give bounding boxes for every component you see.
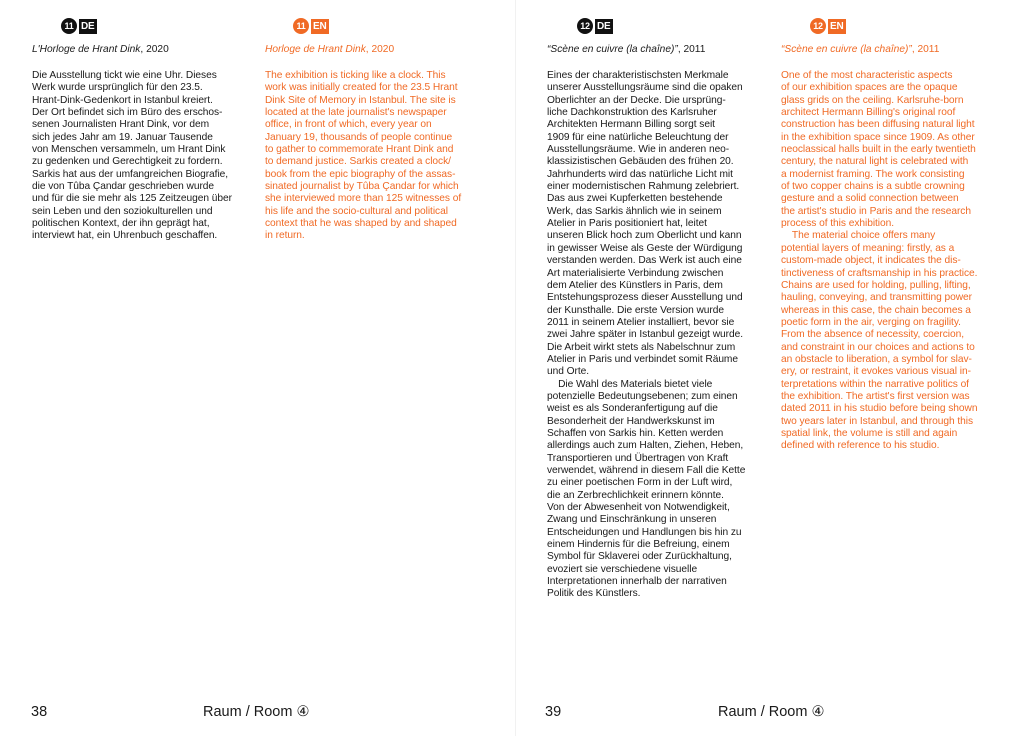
page-number: 39 (545, 704, 562, 720)
work-title (265, 44, 394, 55)
german-body-text: Eines der charakteristischsten Merkmale unserer Ausstellungsräume sind die opaken Oberlichter an der Decke. Die ursprüng- liche Dachkonstruktion des Karlsruher Architekten Hermann Billing sorgt seit 1909 für eine natürliche Beleuchtung der Ausstellungsräume. Wie in anderen neo- klassizistischen Gebäuden des frühen 20. Jahrhunderts wird das natürliche Licht mit einer modernistischen Rahmung zelebriert. Das aus zwei Kupferketten bestehende Werk, das Sarkis ähnlich wie in seinem Atelier in Paris positioniert hat, leitet unseren Blick hoch zum Oberlicht und kann in gewisser Weise als Geste der Würdigung verstanden werden. Das Werk ist auch eine Art materialisierte Verbindung zwischen dem Atelier des Künstlers in Paris, dem Entstehungsprozess dieser Ausstellung und der Kunsthalle. Die erste Version wurde 2011 in seinem Atelier installiert, bevor sie zwei Jahre später in Istanbul gezeigt wurde. Die Arbeit wirkt stets als Nabelschnur zum Atelier in Paris und verbindet somit Räume und Orte. Die Wahl des Materials bietet viele potenzielle Bedeutungsebenen; zum einen weist es als Sonderanfertigung auf die Besonderheit der Handwerkskunst im Schaffen von Sarkis hin. Ketten werden allerdings auch zum Halten, Ziehen, Heben, Transportieren und Übertragen von Kraft verwendet, während in diesem Fall die Kette zu einer poetischen Form in der Luft wird, die an Zerbrechlichkeit erinnern könnte. Von der Abwesenheit von Notwendigkeit, Zwang und Einschränkung in unseren Entscheidungen und Handlungen bis hin zu einem Hindernis für die Befreiung, einem Symbol für Sklaverei oder Zurückhaltung, evoziert sie verschiedene visuelle Interpretationen innerhalb der narrativen Politik des Künstlers. (547, 70, 746, 600)
entry-number: 12 (577, 18, 593, 34)
work-title-year: , 2020 (365, 44, 395, 55)
german-body-text: Die Ausstellung tickt wie eine Uhr. Dieses Werk wurde ursprünglich für den 23.5. Hrant-Dink-Gedenkort in Istanbul kreiert. Der Ort befindet sich im Büro des erschos- senen Journalisten Hrant Dink, vor dem sich jedes Jahr am 19. Januar Tausende von Menschen versammeln, um Hrant Dink zu gedenken und Gerechtigkeit zu fordern. Sarkis hat aus der umfangreichen Biografie, die von Tûba Çandar geschrieben wurde und für die sie mehr als 125 Zeitzeugen über sein Leben und den soziokulturellen und politischen Kontext, der ihn geprägt hat, interviewt hat, ein Uhrenbuch geschaffen. (32, 70, 232, 242)
language-label: EN (830, 20, 844, 32)
work-title-name: “Scène en cuivre (la chaîne)” (547, 44, 678, 55)
english-body-text: The exhibition is ticking like a clock. This work was initially created for the 23.5 Hrant Dink Site of Memory in Istanbul. The site is located at the late journalist's newspaper office, in front of which, every year on January 19, thousands of people continue to gather to commemorate Hrant Dink and to demand justice. Sarkis created a clock/ book from the epic biography of the assas- sinated journalist by Tûba Çandar for which she interviewed more than 125 witnesses of his life and the socio-cultural and political context that he was shaped by and shaped in return. (265, 70, 462, 242)
english-body-text: One of the most characteristic aspects of our exhibition spaces are the opaque glass grids on the ceiling. Karlsruhe-born architect Hermann Billing's original roof construction has been diffusing natural light in the exhibition space since 1909. As other neoclassical halls built in the early twentieth century, the natural light is celebrated with a modernist framing. The work consisting of two copper chains is a subtle crowning gesture and a solid connection between the artist's studio in Paris and the research process of this exhibition. The material choice offers many potential layers of meaning: firstly, as a custom-made object, it indicates the dis- tinctiveness of craftsmanship in his practice. Chains are used for holding, pulling, lifting, hauling, conveying, and transmitting power whereas in this case, the chain becomes a poetic form in the air, verging on fragility. From the absence of necessity, coercion, and constraint in our choices and actions to an obstacle to liberation, a symbol for slav- ery, or restraint, it evokes various visual in- terpretations within the narrative politics of the exhibition. The artist's first version was dated 2011 in his studio before being shown two years later in Istanbul, and through this spatial link, the volume is still and again defined with reference to his studio. (781, 70, 978, 452)
work-title-name: L'Horloge de Hrant Dink (32, 44, 141, 55)
language-label: EN (313, 20, 327, 32)
language-label: DE (597, 20, 611, 32)
work-title-name: “Scène en cuivre (la chaîne)” (781, 44, 912, 55)
work-title-year: , 2011 (911, 44, 940, 55)
work-title-name: Horloge de Hrant Dink (265, 44, 366, 55)
en-number-badge (293, 16, 329, 36)
de-number-badge (61, 16, 97, 36)
work-title-year: , 2011 (677, 44, 706, 55)
work-title (547, 44, 705, 55)
language-label: DE (81, 20, 95, 32)
spread-gutter (515, 0, 516, 736)
page-number: 38 (31, 704, 48, 720)
section-label: Raum / Room ④ (718, 704, 825, 720)
entry-number: 11 (61, 18, 77, 34)
work-title (781, 44, 939, 55)
de-number-badge (577, 16, 613, 36)
entry-number: 12 (810, 18, 826, 34)
en-number-badge (810, 16, 846, 36)
work-title (32, 44, 169, 55)
work-title-year: , 2020 (140, 44, 169, 55)
section-label: Raum / Room ④ (203, 704, 310, 720)
entry-number: 11 (293, 18, 309, 34)
